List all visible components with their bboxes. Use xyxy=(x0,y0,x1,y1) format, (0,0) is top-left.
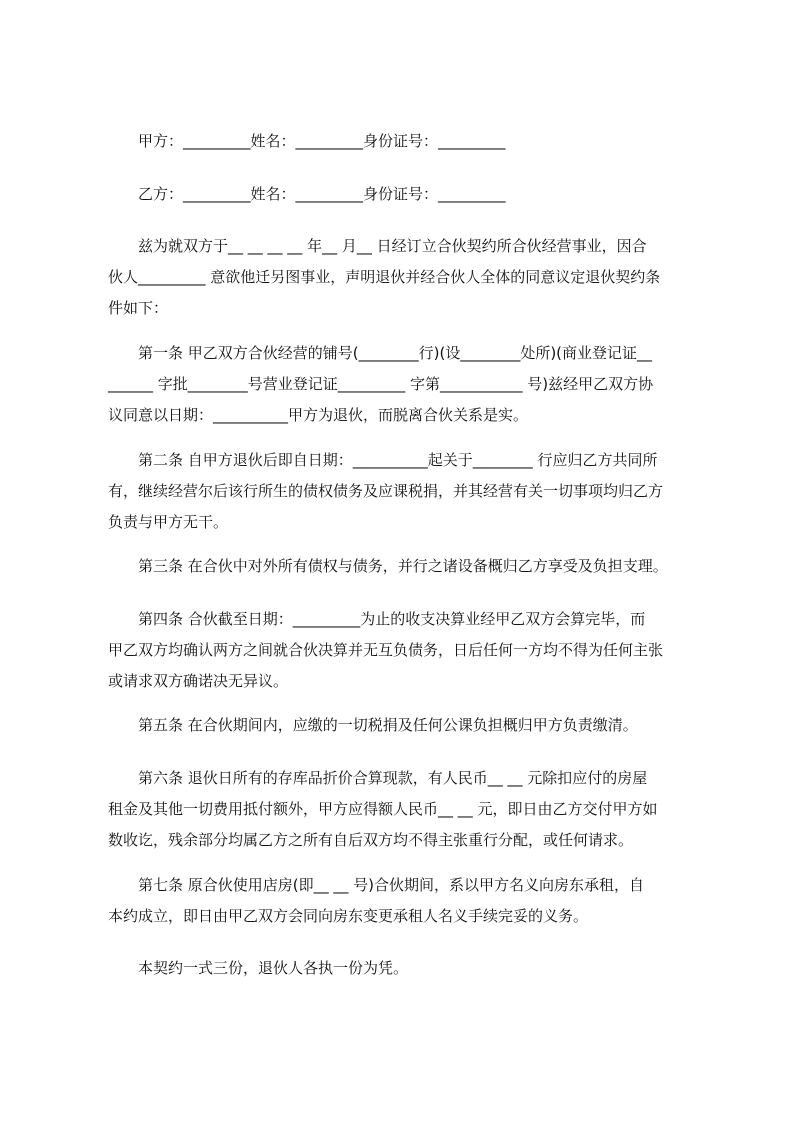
text-line: 本约成立，即日由甲乙双方会同向房东变更承租人名义手续完妥的义务。 xyxy=(108,907,589,925)
text-line: 本契约一式三份，退伙人各执一份为凭。 xyxy=(138,959,409,977)
party-a-paragraph xyxy=(108,126,703,157)
text-line: 第五条 在合伙期间内，应缴的一切税捐及任何公课负担概归甲方负责缴清。 xyxy=(138,716,638,734)
text-line: 甲乙双方均确认两方之间就合伙决算并无互负债务，日后任何一方均不得为任何主张 xyxy=(108,641,664,659)
article-6-paragraph xyxy=(108,763,703,856)
text-line: 兹为就双方于__ __ __ __ 年__ 月__ 日经订立合伙契约所合伙经营事业，因合 xyxy=(138,237,647,255)
article-1-paragraph xyxy=(108,338,703,431)
text-line: 第七条 原合伙使用店房(即__ __ 号)合伙期间，系以甲方名义向房东承租，自 xyxy=(138,876,645,894)
text-line: 第四条 合伙截至日期：_________为止的收支决算业经甲乙双方会算完毕，而 xyxy=(138,610,646,628)
text-line: 第一条 甲乙双方合伙经营的铺号(________行)(设________处所)(商业登记证__ xyxy=(138,344,653,362)
article-2-paragraph xyxy=(108,445,703,538)
text-line: 第三条 在合伙中对外所有债权与债务，并行之诸设备概归乙方享受及负担支理。 xyxy=(138,557,668,575)
text-line: 第二条 自甲方退伙后即自日期：__________起关于________ 行应归乙方共同所 xyxy=(138,451,658,469)
party-b-paragraph xyxy=(108,179,703,210)
text-line: 件如下： xyxy=(108,299,169,317)
text-line: 数收讫，残余部分均属乙方之所有自后双方均不得主张重行分配，或任何请求。 xyxy=(108,831,634,849)
text-line: ______ 字批________号营业登记证_________ 字第___________ 号)兹经甲乙双方协 xyxy=(108,375,654,393)
closing-paragraph xyxy=(108,953,703,984)
text-line: 租金及其他一切费用抵付额外，甲方应得额人民币__ __ 元，即日由乙方交付甲方如 xyxy=(108,800,658,818)
preamble-paragraph xyxy=(108,231,703,324)
text-line: 第六条 退伙日所有的存库品折价合算现款，有人民币__ __ 元除扣应付的房屋 xyxy=(138,769,648,787)
article-4-paragraph xyxy=(108,604,703,697)
text-line: 负责与甲方无干。 xyxy=(108,513,229,531)
text-line: 或请求双方确诺决无异议。 xyxy=(108,672,289,690)
article-3-paragraph xyxy=(108,551,703,582)
text-line: 议同意以日期：__________甲方为退伙，而脱离合伙关系是实。 xyxy=(108,406,529,424)
text-line: 乙方：_________姓名：_________身份证号：_________ xyxy=(138,185,506,203)
article-5-paragraph xyxy=(108,710,703,741)
article-7-paragraph xyxy=(108,870,703,932)
text-line: 有，继续经营尔后该行所生的债权债务及应课税捐，并其经营有关一切事项均归乙方 xyxy=(108,482,664,500)
text-line: 伙人_________ 意欲他迁另图事业，声明退伙并经合伙人全体的同意议定退伙契约条 xyxy=(108,268,661,286)
text-line: 甲方：_________姓名：_________身份证号：_________ xyxy=(138,132,506,150)
